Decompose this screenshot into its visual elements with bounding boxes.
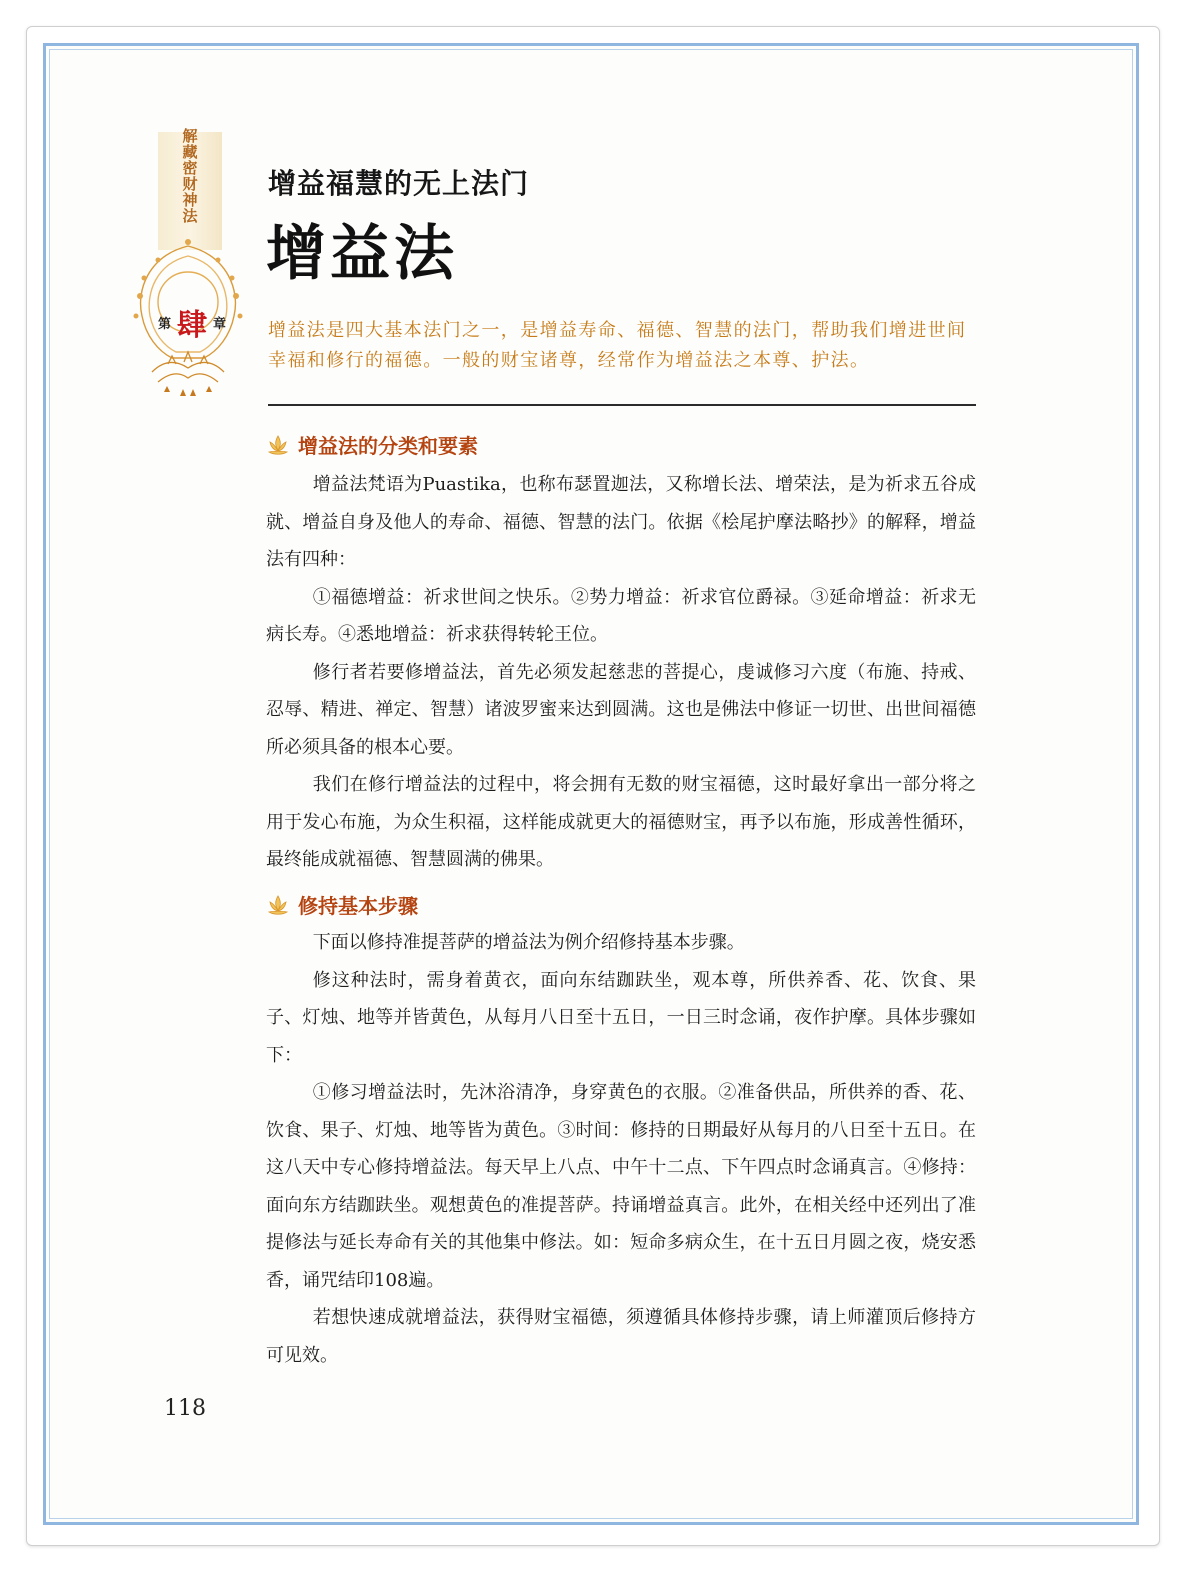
paragraph: ①福德增益：祈求世间之快乐。②势力增益：祈求官位爵禄。③延命增益：祈求无病长寿。④悉地增益：祈求获得转轮王位。 xyxy=(266,586,976,645)
page-number: 118 xyxy=(164,1396,206,1421)
paragraph: ①修习增益法时，先沐浴清净，身穿黄色的衣服。②准备供品，所供养的香、花、饮食、果子、灯烛、地等皆为黄色。③时间：修持的日期最好从每月的八日至十五日。在这八天中专心修持增益法。每天早上八点、中午十二点、下午四点时念诵真言。④修持：面向东方结跏趺坐。观想黄色的准提菩萨。持诵增益真言。此外，在相关经中还列出了准提修法与延长寿命有关的其他集中修法。如：短命多病众生，在十五日月圆之夜，烧安悉香，诵咒结印108遍。 xyxy=(266,1082,976,1291)
side-banner xyxy=(158,128,222,250)
section-body-2 xyxy=(266,924,976,1374)
section-body-1 xyxy=(266,466,976,879)
paragraph: 若想快速成就增益法，获得财宝福德，须遵循具体修持步骤，请上师灌顶后修持方可见效。 xyxy=(266,1307,976,1366)
intro-text: 增益法是四大基本法门之一，是增益寿命、福德、智慧的法门，帮助我们增进世间幸福和修行的福德。一般的财宝诸尊，经常作为增益法之本尊、护法。 xyxy=(268,320,967,371)
chapter-prefix: 第 xyxy=(158,316,172,332)
section-heading-1 xyxy=(266,430,478,459)
page-subtitle: 增益福慧的无上法门 xyxy=(268,167,530,200)
page-title: 增益法 xyxy=(266,219,458,289)
section-heading-text-1: 增益法的分类和要素 xyxy=(298,434,478,458)
lotus-bullet-icon xyxy=(266,894,290,916)
paragraph: 修这种法时，需身着黄衣，面向东结跏趺坐，观本尊，所供养香、花、饮食、果子、灯烛、地等并皆黄色，从每月八日至十五日，一日三时念诵，夜作护摩。具体步骤如下： xyxy=(266,969,976,1066)
paragraph: 增益法梵语为Puastika，也称布瑟置迦法，又称增长法、增荣法，是为祈求五谷成就、增益自身及他人的寿命、福德、智慧的法门。依据《桧尾护摩法略抄》的解释，增益法有四种： xyxy=(266,474,976,570)
chapter-label xyxy=(158,300,226,344)
section-heading-2 xyxy=(266,890,418,919)
title-divider xyxy=(268,404,976,406)
paragraph: 下面以修持准提菩萨的增益法为例介绍修持基本步骤。 xyxy=(312,932,745,953)
side-banner-text: 解藏密财神法 xyxy=(180,128,199,224)
section-heading-text-2: 修持基本步骤 xyxy=(298,894,418,918)
paragraph: 我们在修行增益法的过程中，将会拥有无数的财宝福德，这时最好拿出一部分将之用于发心布施，为众生积福，这样能成就更大的福德财宝，再予以布施，形成善性循环，最终能成就福德、智慧圆满的佛果。 xyxy=(266,774,976,870)
lotus-bullet-icon xyxy=(266,434,290,456)
chapter-number: 肆 xyxy=(177,308,207,343)
paragraph: 修行者若要修增益法，首先必须发起慈悲的菩提心，虔诚修习六度（布施、持戒、忍辱、精进、禅定、智慧）诸波罗蜜来达到圆满。这也是佛法中修证一切世、出世间福德所必须具备的根本心要。 xyxy=(266,661,976,758)
chapter-suffix: 章 xyxy=(212,316,226,332)
